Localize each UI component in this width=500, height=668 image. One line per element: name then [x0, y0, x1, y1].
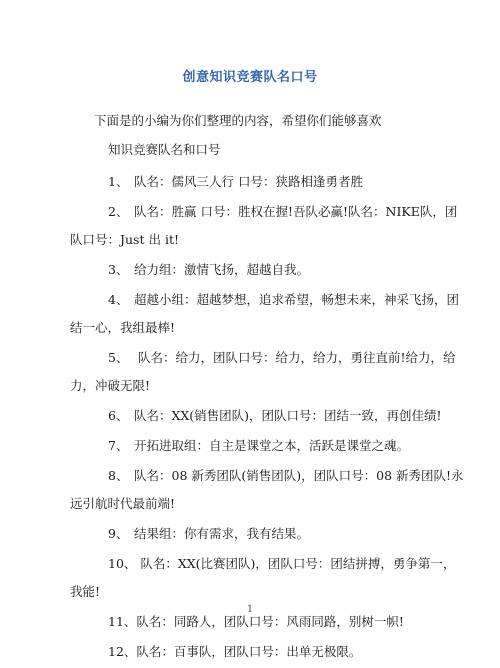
- subheading: 知识竞赛队名和口号: [108, 142, 221, 157]
- list-item: [70, 462, 464, 518]
- item-continuation: 队口号：Just 出 it!: [70, 232, 179, 247]
- list-item: [70, 168, 436, 196]
- item-number: 5、: [108, 350, 129, 365]
- item-number: 2、: [108, 204, 129, 219]
- list-item: [70, 520, 436, 548]
- item-text: 给力组：激情飞扬，超越自我。: [134, 262, 310, 277]
- item-text: 队名：儒风三人行 口号：狭路相逢勇者胜: [134, 174, 363, 189]
- list-item: [70, 638, 436, 666]
- intro-paragraph: 下面是的小编为你们整理的内容，希望你们能够喜欢: [94, 113, 382, 128]
- item-text: 队名：百事队，团队口号：出单无极限。: [136, 644, 362, 659]
- item-text: 队名：同路人，团队口号：风雨同路，别树一帜!: [136, 614, 404, 629]
- item-text: 开拓进取组：自主是课堂之本，活跃是课堂之魂。: [134, 438, 410, 453]
- slogan-list: [70, 168, 464, 668]
- item-text: 队名：给力，团队口号：给力，给力，勇往直前!给力，给: [134, 350, 456, 365]
- list-item: [70, 286, 460, 342]
- item-number: 12、: [108, 644, 137, 659]
- item-number: 9、: [108, 526, 129, 541]
- item-text: 队名：XX(销售团队)，团队口号：团结一致，再创佳绩!: [134, 408, 442, 423]
- item-text: 超越小组：超越梦想，追求希望，畅想未来，神采飞扬，团: [134, 292, 460, 307]
- item-number: 1、: [108, 174, 129, 189]
- list-item: [70, 344, 456, 400]
- item-number: 6、: [108, 408, 129, 423]
- item-continuation: 力，冲破无限!: [70, 378, 151, 393]
- item-number: 4、: [108, 292, 129, 307]
- item-number: 11、: [108, 614, 137, 629]
- list-item: [70, 256, 436, 284]
- item-text: 队名：胜赢 口号：胜权在握!吾队必赢!队名：NIKE队，团: [134, 204, 458, 219]
- item-number: 7、: [108, 438, 129, 453]
- list-item: [70, 432, 436, 460]
- list-item: [70, 402, 442, 430]
- item-text: 结果组：你有需求，我有结果。: [134, 526, 310, 541]
- item-number: 10、: [108, 556, 137, 571]
- list-item: [70, 550, 456, 606]
- item-continuation: 结一心，我组最棒!: [70, 320, 176, 335]
- item-text: 队名：08 新秀团队(销售团队)，团队口号：08 新秀团队!永: [134, 468, 464, 483]
- item-text: 队名：XX(比赛团队)，团队口号：团结拼搏，勇争第一，: [136, 556, 456, 571]
- list-item: [70, 198, 458, 254]
- page-number: 1: [246, 604, 254, 615]
- item-number: 3、: [108, 262, 129, 277]
- item-continuation: 我能!: [70, 584, 101, 599]
- page-title: 创意知识竞赛队名口号: [182, 70, 318, 85]
- item-number: 8、: [108, 468, 129, 483]
- item-continuation: 远引航时代最前端!: [70, 496, 176, 511]
